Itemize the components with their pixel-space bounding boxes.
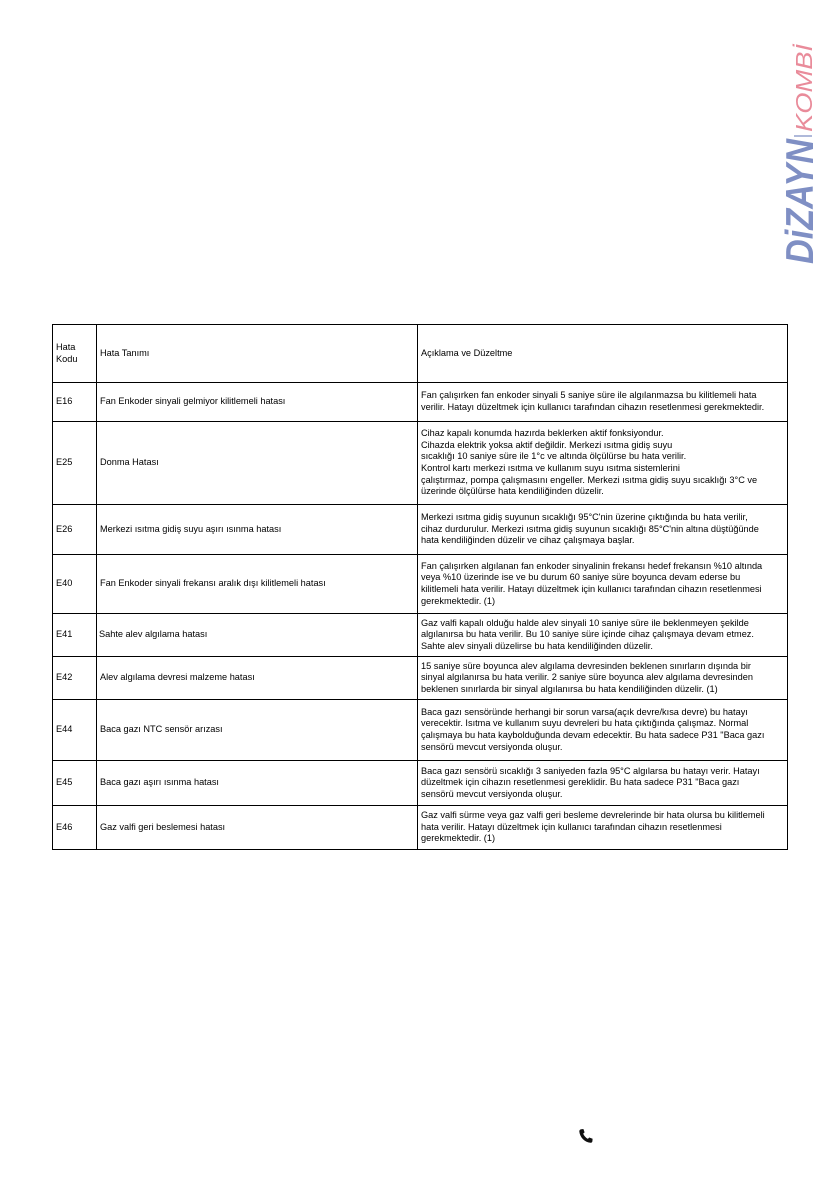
table-row xyxy=(53,505,788,555)
description-line: sinyal algılanırsa bu hata verilir. 2 saniye süre boyunca alev algılama devresinden xyxy=(421,672,753,683)
description-line: Gaz valfi sürme veya gaz valfi geri besleme devrelerinde bir hata olursa bu kilitlemeli xyxy=(421,810,765,821)
description-line: Baca gazı sensöründe herhangi bir sorun varsa(açık devre/kısa devre) bu hatayı xyxy=(421,706,748,717)
error-description xyxy=(418,614,788,657)
description-line: cihaz durdurulur. Merkezi ısıtma gidiş suyunun sıcaklığı 85°C'nin altına düştüğünde xyxy=(421,523,759,534)
brand-logo xyxy=(760,40,830,265)
error-name: Baca gazı NTC sensör arızası xyxy=(97,700,418,761)
table-row xyxy=(53,657,788,700)
table-row xyxy=(53,383,788,422)
description-line: Sahte alev sinyali düzelirse bu hata kendiliğinden düzelir. xyxy=(421,640,653,651)
description-line: algılanırsa bu hata verilir. Bu 10 saniye süre içinde cihaz çalışmaya devam etmez. xyxy=(421,629,754,640)
logo-sub-text: KOMBİ xyxy=(791,57,817,132)
description-line: 15 saniye süre boyunca alev algılama devresinden beklenen sınırların dışında bir xyxy=(421,660,751,671)
phone-icon xyxy=(578,1128,594,1144)
header-name: Hata Tanımı xyxy=(97,325,418,383)
brand-logo-graphic xyxy=(760,40,830,265)
description-line: verilir. Hatayı düzeltmek için kullanıcı tarafından cihazın resetlenmesi gerekmektedir. xyxy=(421,402,765,412)
error-code-table xyxy=(52,324,788,850)
error-description xyxy=(418,422,788,505)
error-code: E44 xyxy=(53,700,97,761)
error-code: E16 xyxy=(53,383,97,422)
description-line: beklenen sınırlarda bir sinyal algılanırsa bu hata kendiliğinden düzelir. (1) xyxy=(421,683,718,694)
table-row xyxy=(53,422,788,505)
description-line: üzerinde ölçülürse hata kendiliğinden düzelir. xyxy=(421,486,604,497)
description-line: gerekmektedir. (1) xyxy=(421,833,496,844)
header-desc: Açıklama ve Düzeltme xyxy=(418,325,788,383)
description-line: sıcaklığı 10 saniye süre ile 1°c ve altında ölçülürse bu hata verilir. xyxy=(421,451,687,462)
description-line: sensörü mevcut versiyonda oluşur. xyxy=(421,788,563,799)
description-line: hata kendiliğinden düzelir ve cihaz çalışmaya başlar. xyxy=(421,535,635,546)
description-line: çalıştırmaz, pompa çalışmasını engeller. Merkezi ısıtma gidiş suyu sıcaklığı 3°C ve xyxy=(421,474,758,485)
table-row xyxy=(53,806,788,850)
error-code: E42 xyxy=(53,657,97,700)
description-line: Kontrol kartı merkezi ısıtma ve kullanım suyu ısıtma sistemlerini xyxy=(421,463,680,473)
description-line: Fan çalışırken fan enkoder sinyali 5 saniye süre ile algılanmazsa bu kilitlemeli hata xyxy=(421,390,757,401)
error-description xyxy=(418,761,788,806)
error-name: Fan Enkoder sinyali gelmiyor kilitlemeli hatası xyxy=(97,383,418,422)
description-line: hata verilir. Hatayı düzeltmek için kullanıcı tarafından cihazın resetlenmesi xyxy=(421,821,722,832)
description-line: Merkezi ısıtma gidiş suyunun sıcaklığı 95°C'nin üzerine çıktığında bu hata verilir, xyxy=(421,512,748,523)
description-line: Cihaz kapalı konumda hazırda beklerken aktif fonksiyondur. xyxy=(421,428,664,439)
error-code: E46 xyxy=(53,806,97,850)
description-line: Gaz valfi kapalı olduğu halde alev sinyali 10 saniye süre ile beklenmeyen şekilde xyxy=(421,617,749,628)
description-line: Cihazda elektrik yoksa aktif değildir. Merkezi ısıtma gidiş suyu xyxy=(421,439,673,450)
header-code: Hata Kodu xyxy=(53,325,97,383)
error-code: E25 xyxy=(53,422,97,505)
error-name: Gaz valfi geri beslemesi hatası xyxy=(97,806,418,850)
error-description xyxy=(418,657,788,700)
error-name: Merkezi ısıtma gidiş suyu aşırı ısınma hatası xyxy=(97,505,418,555)
error-name: Alev algılama devresi malzeme hatası xyxy=(97,657,418,700)
description-line: verecektir. Isıtma ve kullanım suyu devreleri bu hata çıktığında çalışmaz. Normal xyxy=(421,718,749,729)
error-code: E40 xyxy=(53,555,97,614)
table-row xyxy=(53,555,788,614)
error-code: E45 xyxy=(53,761,97,806)
description-line: düzeltmek için cihazın resetlenmesi gereklidir. Bu hata sadece P31 "Baca gazı xyxy=(421,777,740,788)
table-row xyxy=(53,614,788,657)
description-line: çalışmaya bu hata kaybolduğunda devam edecektir. Bu hata sadece P31 "Baca gazı xyxy=(421,730,765,740)
error-description xyxy=(418,555,788,614)
error-description xyxy=(418,700,788,761)
table-row xyxy=(53,700,788,761)
error-name: Fan Enkoder sinyali frekansı aralık dışı kilitlemeli hatası xyxy=(97,555,418,614)
description-line: sensörü mevcut versiyonda oluşur. xyxy=(421,741,563,752)
description-line: gerekmektedir. (1) xyxy=(421,595,496,606)
description-line: kilitlemeli hata verilir. Hatayı düzeltmek için kullanıcı tarafından cihazın resetlenmesi xyxy=(421,584,762,594)
error-code: E41 xyxy=(53,614,97,657)
table-row xyxy=(53,761,788,806)
error-name: Baca gazı aşırı ısınma hatası xyxy=(97,761,418,806)
error-description xyxy=(418,505,788,555)
error-description xyxy=(418,383,788,422)
error-name: Sahte alev algılama hatası xyxy=(97,614,418,657)
table-header-row xyxy=(53,325,788,383)
description-line: Fan çalışırken algılanan fan enkoder sinyalinin frekansı hedef frekansın %10 altında xyxy=(421,560,763,571)
description-line: veya %10 üzerinde ise ve bu durum 60 saniye süre boyunca devam ederse bu xyxy=(421,572,741,583)
logo-brand-text: DiZAYN xyxy=(779,121,822,264)
error-code: E26 xyxy=(53,505,97,555)
error-description xyxy=(418,806,788,850)
error-name: Donma Hatası xyxy=(97,422,418,505)
description-line: Baca gazı sensörü sıcaklığı 3 saniyeden fazla 95°C algılarsa bu hatayı verir. Hatayı xyxy=(421,765,760,776)
